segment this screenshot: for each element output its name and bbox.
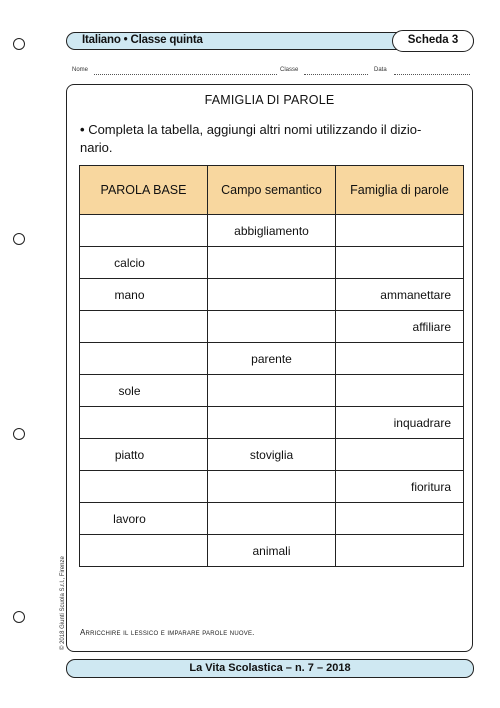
student-fields — [72, 66, 472, 78]
name-field[interactable] — [94, 74, 277, 75]
table-row — [80, 247, 464, 279]
table-cell[interactable] — [208, 279, 336, 311]
table-cell[interactable] — [80, 407, 208, 439]
table-cell[interactable]: fioritura — [336, 471, 464, 503]
header-semantic-field: Campo semantico — [208, 166, 336, 215]
table-cell[interactable] — [336, 535, 464, 567]
name-label: Nome — [72, 67, 89, 73]
instruction-text: Completa la tabella, aggiungi altri nomi utilizzando il dizio- — [88, 122, 422, 137]
table-cell[interactable] — [336, 343, 464, 375]
class-label: Classe — [280, 67, 299, 73]
table-cell[interactable]: parente — [208, 343, 336, 375]
table-row — [80, 343, 464, 375]
table-cell[interactable] — [80, 215, 208, 247]
table-row — [80, 439, 464, 471]
table-row — [80, 215, 464, 247]
table-header-row — [80, 166, 464, 215]
binder-hole — [13, 611, 25, 623]
header-base-word: PAROLA BASE — [80, 166, 208, 215]
table-cell[interactable]: sole — [80, 375, 208, 407]
class-field[interactable] — [304, 74, 368, 75]
copyright-credit: © 2018 Giunti Scuola S.r.l., Firenze — [60, 556, 66, 650]
table-cell[interactable] — [336, 503, 464, 535]
table-row — [80, 471, 464, 503]
table-row — [80, 503, 464, 535]
table-cell[interactable] — [80, 471, 208, 503]
table-cell[interactable] — [336, 439, 464, 471]
sheet-label: Scheda 3 — [392, 30, 474, 52]
instruction-text-cont: nario. — [80, 139, 113, 155]
table-cell[interactable]: ammanettare — [336, 279, 464, 311]
binder-hole — [13, 38, 25, 50]
learning-goal: Arricchire il lessico e imparare parole nuove. — [80, 628, 255, 637]
table-cell[interactable]: animali — [208, 535, 336, 567]
table-cell[interactable] — [80, 343, 208, 375]
table-cell[interactable] — [208, 375, 336, 407]
instruction — [80, 121, 468, 156]
table-cell[interactable]: inquadrare — [336, 407, 464, 439]
table-cell[interactable] — [80, 535, 208, 567]
table-cell[interactable]: piatto — [80, 439, 208, 471]
table-cell[interactable] — [208, 247, 336, 279]
table-row — [80, 407, 464, 439]
table-cell[interactable] — [336, 247, 464, 279]
table-cell[interactable]: mano — [80, 279, 208, 311]
header-word-family: Famiglia di parole — [336, 166, 464, 215]
table-row — [80, 535, 464, 567]
bullet-icon: • — [80, 122, 85, 137]
subject-label: Italiano • Classe quinta — [82, 34, 203, 46]
table-cell[interactable]: calcio — [80, 247, 208, 279]
binder-hole — [13, 233, 25, 245]
table-row — [80, 311, 464, 343]
table-cell[interactable]: stoviglia — [208, 439, 336, 471]
table-cell[interactable]: lavoro — [80, 503, 208, 535]
table-cell[interactable] — [80, 311, 208, 343]
table-row — [80, 375, 464, 407]
table-cell[interactable] — [336, 215, 464, 247]
word-family-table — [79, 165, 464, 567]
table-cell[interactable] — [208, 471, 336, 503]
date-field[interactable] — [394, 74, 470, 75]
table-cell[interactable] — [208, 407, 336, 439]
date-label: Data — [374, 67, 387, 73]
table-row — [80, 279, 464, 311]
table-cell[interactable]: affiliare — [336, 311, 464, 343]
table-cell[interactable]: abbigliamento — [208, 215, 336, 247]
table-cell[interactable] — [208, 311, 336, 343]
footer-bar: La Vita Scolastica – n. 7 – 2018 — [66, 659, 474, 678]
exercise-title: FAMIGLIA DI PAROLE — [204, 93, 335, 107]
binder-hole — [13, 428, 25, 440]
table-cell[interactable] — [336, 375, 464, 407]
table-cell[interactable] — [208, 503, 336, 535]
